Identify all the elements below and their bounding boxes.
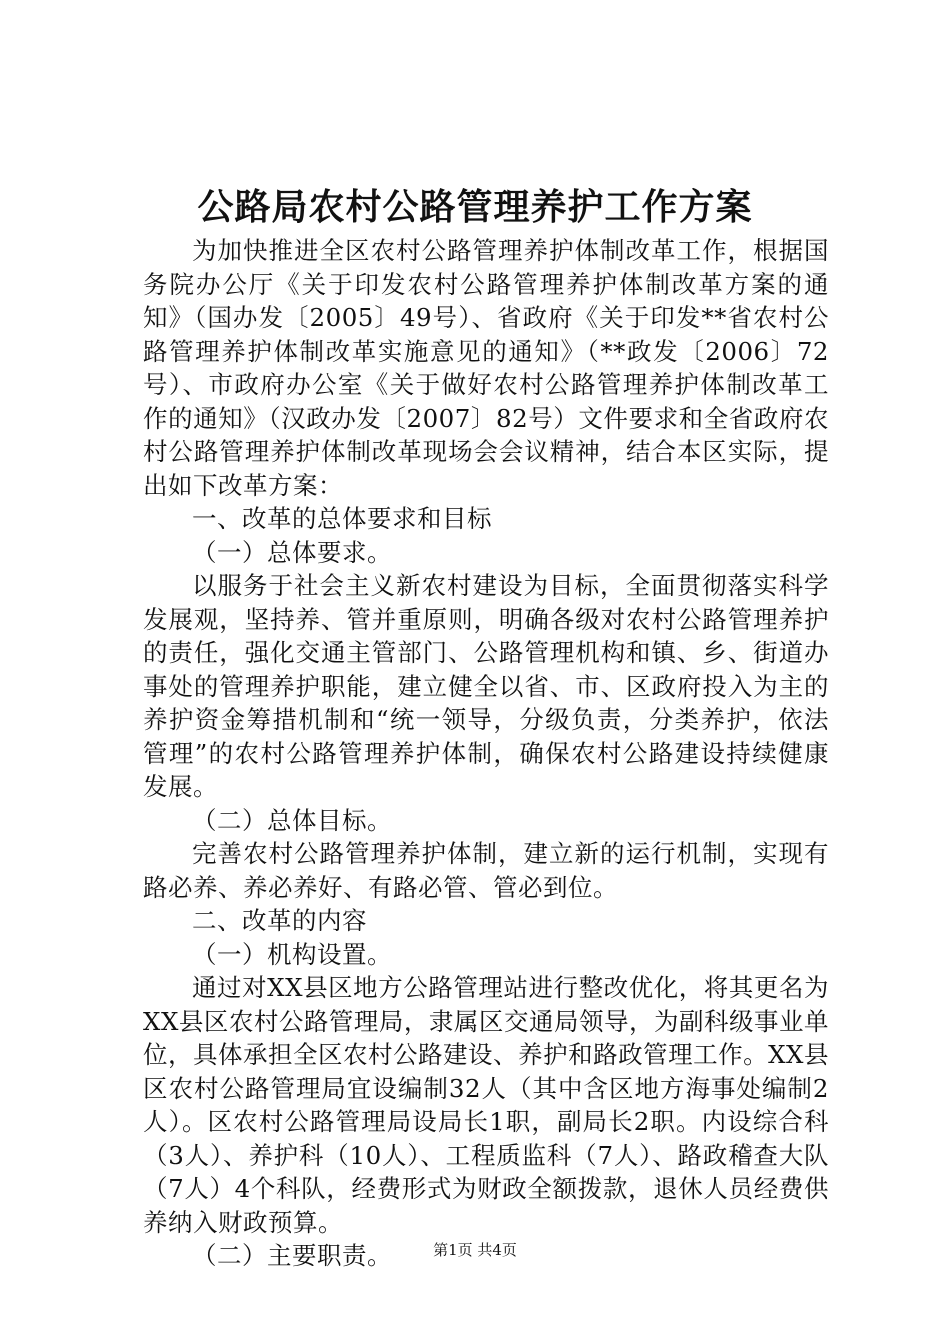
subsection-heading-1-2: （二）总体目标。 — [192, 805, 392, 835]
section-heading-1: 一、改革的总体要求和目标 — [192, 504, 492, 533]
page-indicator: 第1页 共4页 — [433, 1241, 517, 1259]
document-body — [143, 234, 829, 1273]
body-paragraph: 完善农村公路管理养护体制，建立新的运行机制，实现有路必养、养必养好、有路必管、管必到位。 — [143, 839, 829, 902]
body-paragraph: 通过对XX县区地方公路管理站进行整改优化，将其更名为XX县区农村公路管理局，隶属区交通局领导，为副科级事业单位，具体承担全区农村公路建设、养护和路政管理工作。XX县区农村公路管理局宜设编制32人（其中含区地方海事处编制2人）。区农村公路管理局设局长1职，副局长2职。内设综合科（3人）、养护科（10人）、工程质监科（7人）、路政稽查大队（7人）4个科队，经费形式为财政全额拨款，退休人员经费供养纳入财政预算。 — [143, 973, 829, 1237]
page-footer — [0, 1240, 950, 1260]
subsection-heading-1-1: （一）总体要求。 — [192, 537, 392, 567]
body-paragraph: 以服务于社会主义新农村建设为目标，全面贯彻落实科学发展观，坚持养、管并重原则，明确各级对农村公路管理养护的责任，强化交通主管部门、公路管理机构和镇、乡、街道办事处的管理养护职能，建立健全以省、市、区政府投入为主的养护资金筹措机制和“统一领导，分级负责，分类养护，依法管理”的农村公路管理养护体制，确保农村公路建设持续健康发展。 — [143, 571, 829, 801]
section-heading-2: 二、改革的内容 — [192, 906, 367, 935]
subsection-heading-2-1: （一）机构设置。 — [192, 939, 392, 969]
intro-paragraph: 为加快推进全区农村公路管理养护体制改革工作，根据国务院办公厅《关于印发农村公路管理养护体制改革方案的通知》（国办发〔2005〕49号）、省政府《关于印发**省农村公路管理养护体制改革实施意见的通知》（**政发〔2006〕72号）、市政府办公室《关于做好农村公路管理养护体制改革工作的通知》（汉政办发〔2007〕82号）文件要求和全省政府农村公路管理养护体制改革现场会会议精神，结合本区实际，提出如下改革方案： — [143, 236, 829, 500]
subsection-heading-2-2: （二）主要职责。 — [192, 1241, 392, 1270]
document-title: 公路局农村公路管理养护工作方案 — [197, 187, 753, 228]
